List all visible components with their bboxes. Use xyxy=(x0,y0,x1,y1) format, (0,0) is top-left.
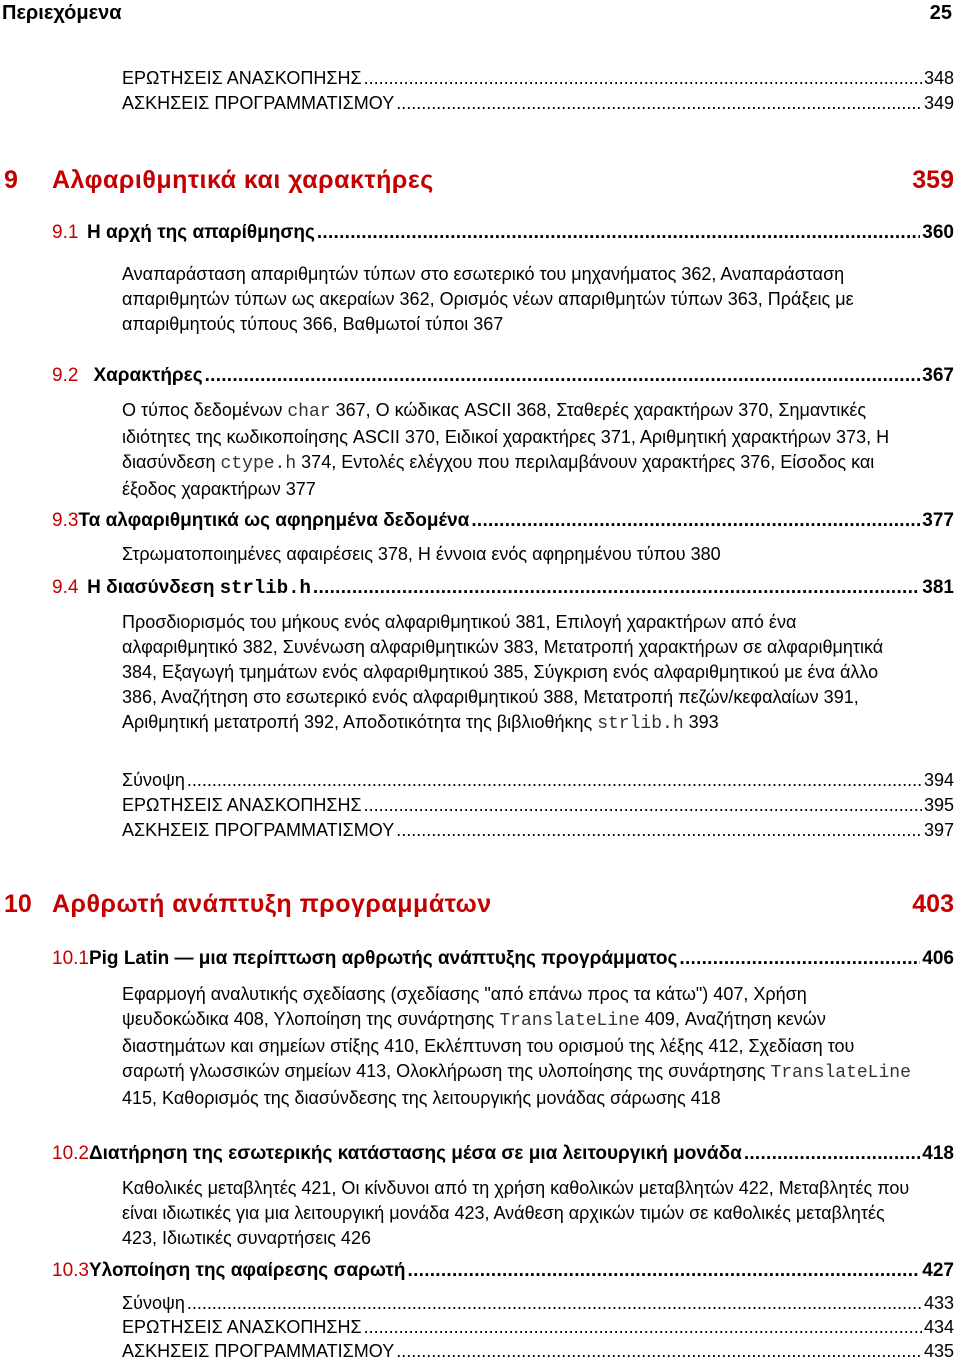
code-strlib-h: strlib.h xyxy=(597,714,684,734)
toc-section-10-1[interactable]: 10.1 Pig Latin — μια περίπτωση αρθρωτής ανάπτυξης προγράμματος . . . 406 xyxy=(52,948,954,970)
toc-entry-review-questions[interactable]: ΕΡΩΤΗΣΕΙΣ ΑΝΑΣΚΟΠΗΣΗΣ . . . 348 xyxy=(122,68,954,89)
toc-chapter-9[interactable]: 9 Αλφαριθμητικά και χαρακτήρες 359 xyxy=(4,166,954,194)
page-title: Περιεχόμενα xyxy=(2,2,122,24)
toc-section-9-3[interactable]: 9.3 Τα αλφαριθμητικά ως αφηρημένα δεδομένα . . . 377 xyxy=(52,510,954,532)
toc-section-10-3[interactable]: 10.3 Υλοποίηση της αφαίρεσης σαρωτή . . . 427 xyxy=(52,1260,954,1282)
toc-section-9-2[interactable]: 9.2 Χαρακτήρες . . . 367 xyxy=(52,365,954,387)
page-header xyxy=(0,2,952,28)
code-ctype-h: ctype.h xyxy=(220,454,297,474)
section-topics: Εφαρμογή αναλυτικής σχεδίασης (σχεδίασης "από επάνω προς τα κάτω") 407, Χρήση ψευδοκώδικα 408, Υλοποίηση της συνάρτησης TranslateLine 409, Αναζήτηση κενών διαστημάτων και σημείων στίξης 410, Εκλέπτυνση του ορισμού της λέξης 412, Σχεδίαση του σαρωτή γλωσσικών σημείων 413, Ολοκλήρωση της υλοποίησης της συνάρτησης TranslateLine 415, Καθορισμός της διασύνδεσης της λειτουργικής μονάδας σάρωσης 418 xyxy=(122,984,911,1108)
toc-section-9-4[interactable]: 9.4 Η διασύνδεση strlib.h . . . 381 xyxy=(52,577,954,599)
toc-entry-programming-exercises[interactable]: ΑΣΚΗΣΕΙΣ ΠΡΟΓΡΑΜΜΑΤΙΣΜΟΥ . . . 397 xyxy=(122,820,954,841)
chapter-title: Αλφαριθμητικά και χαρακτήρες xyxy=(52,166,434,194)
section-topics: Ο τύπος δεδομένων char 367, Ο κώδικας ASCII 368, Σταθερές χαρακτήρων 370, Σημαντικές ιδιότητες της κωδικοποίησης ASCII 370, Ειδικοί χαρακτήρες 371, Αριθμητική χαρακτήρων 373, Η διασύνδεση ctype.h 374, Εντολές ελέγχου που περιλαμβάνουν χαρακτήρες 376, Είσοδος και έξοδος χαρακτήρων 377 xyxy=(122,400,890,499)
toc-entry-summary[interactable]: Σύνοψη . . . 394 xyxy=(122,770,954,791)
toc-entry-review-questions[interactable]: ΕΡΩΤΗΣΕΙΣ ΑΝΑΣΚΟΠΗΣΗΣ . . . 395 xyxy=(122,795,954,816)
toc-entry-programming-exercises[interactable]: ΑΣΚΗΣΕΙΣ ΠΡΟΓΡΑΜΜΑΤΙΣΜΟΥ . . . 349 xyxy=(122,93,954,114)
toc-chapter-10[interactable]: 10 Αρθρωτή ανάπτυξη προγραμμάτων 403 xyxy=(4,890,954,918)
toc-entry-summary[interactable]: Σύνοψη . . . 433 xyxy=(122,1293,954,1314)
toc-entry-programming-exercises[interactable]: ΑΣΚΗΣΕΙΣ ΠΡΟΓΡΑΜΜΑΤΙΣΜΟΥ . . . 435 xyxy=(122,1341,954,1362)
chapter-title: Αρθρωτή ανάπτυξη προγραμμάτων xyxy=(52,890,492,918)
section-topics: Προσδιορισμός του μήκους ενός αλφαριθμητικού 381, Επιλογή χαρακτήρων από ένα αλφαριθμητικό 382, Συνένωση αλφαριθμητικών 383, Μετατροπή χαρακτήρων σε αλφαριθμητικά 384, Εξαγωγή τμημάτων ενός αλφαριθμητικού 385, Σύγκριση ενός αλφαριθμητικού με ένα άλλο 386, Αναζήτηση στο εσωτερικό ενός αλφαριθμητικού 388, Μετατροπή πεζών/κεφαλαίων 391, Αριθμητική μετατροπή 392, Αποδοτικότητα της βιβλιοθήκης strlib.h 393 xyxy=(122,612,884,734)
section-topics: Καθολικές μεταβλητές 421, Οι κίνδυνοι από τη χρήση καθολικών μεταβλητών 422, Μεταβλητές που είναι ιδιωτικές για μια λειτουργική μονάδα 423, Ανάθεση αρχικών τιμών σε καθολικές μεταβλητές 423, Ιδιωτικές συναρτήσεις 426 xyxy=(122,1178,910,1248)
code-char: char xyxy=(287,402,331,422)
page-number: 25 xyxy=(929,2,952,24)
code-translateline: TranslateLine xyxy=(770,1063,911,1083)
section-topics: Αναπαράσταση απαριθμητών τύπων στο εσωτερικό του μηχανήματος 362, Αναπαράσταση απαριθμητών τύπων ως ακεραίων 362, Ορισμός νέων απαριθμητών τύπων 363, Πράξεις με απαριθμητούς τύπους 366, Βαθμωτοί τύποι 367 xyxy=(122,264,854,334)
toc-section-10-2[interactable]: 10.2 Διατήρηση της εσωτερικής κατάστασης μέσα σε μια λειτουργική μονάδα . . . 418 xyxy=(52,1143,954,1165)
toc-section-9-1[interactable]: 9.1 Η αρχή της απαρίθμησης . . . 360 xyxy=(52,222,954,244)
section-topics: Στρωματοποιημένες αφαιρέσεις 378, Η έννοια ενός αφηρημένου τύπου 380 xyxy=(122,544,721,564)
code-translateline: TranslateLine xyxy=(499,1011,640,1031)
toc-entry-review-questions[interactable]: ΕΡΩΤΗΣΕΙΣ ΑΝΑΣΚΟΠΗΣΗΣ . . . 434 xyxy=(122,1317,954,1338)
